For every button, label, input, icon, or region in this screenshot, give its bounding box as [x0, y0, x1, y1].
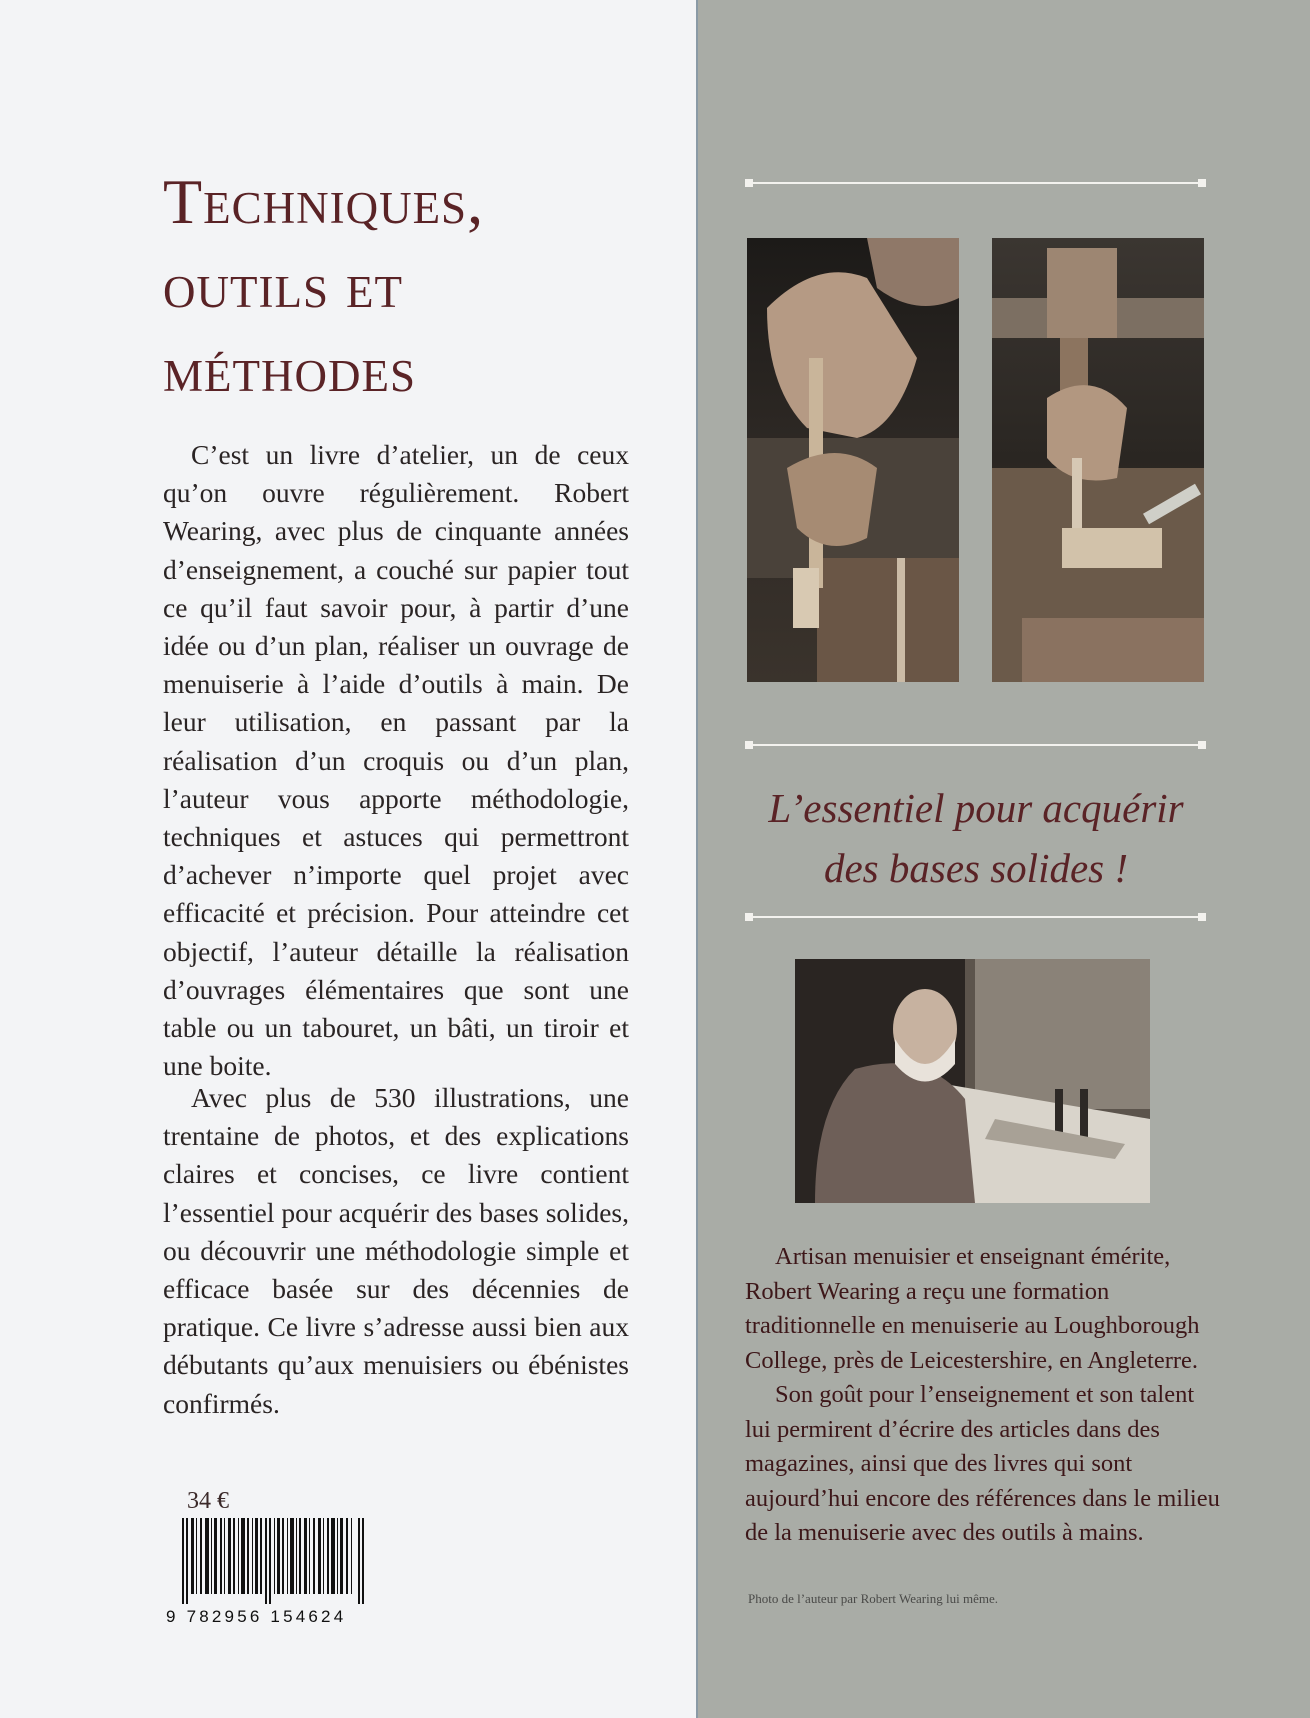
ornament-rule-lower — [747, 911, 1204, 923]
tagline-line-1: L’essentiel pour acquérir — [768, 785, 1184, 831]
price-label: 34 € — [187, 1488, 229, 1514]
description-paragraph-1: C’est un livre d’atelier, un de ceux qu’on ouvre régulièrement. Robert Wearing, avec plus de cinquante années d’enseignement, a couché sur papier tout ce qu’il faut savoir pour, à partir d’une idée ou d’un plan, réaliser un ouvrage de menuiserie à l’aide d’outils à main. De leur utilisation, en passant par la réalisation d’un croquis ou d’un plan, l’auteur vous apporte méthodologie, techniques et astuces qui permettront d’achever n’importe quel projet avec efficacité et précision. Pour atteindre cet objectif, l’auteur détaille la réalisation d’ouvrages élémentaires que sont une table ou un tabouret, un bâti, un tiroir et une boite. — [163, 439, 629, 1082]
tagline — [700, 778, 1252, 898]
book-title — [163, 160, 663, 412]
photo-mallet-work — [992, 238, 1204, 682]
description-paragraph-2: Avec plus de 530 illustrations, une trentaine de photos, et des explications claires et concises, ce livre contient l’essentiel pour acquérir des bases solides, ou découvrir une méthodologie simple et efficace basée sur des décennies de pratique. Ce livre s’adresse aussi bien aux débutants qu’aux menuisiers ou ébénistes confirmés. — [163, 1082, 629, 1419]
title-line-2: outils et — [163, 250, 403, 321]
barcode-image — [182, 1518, 366, 1604]
bio-paragraph-2: Son goût pour l’enseignement et son talent lui permirent d’écrire des articles dans des magazines, ainsi que des livres qui sont aujourd’hui encore des références dans le milieu de la menuiserie avec des outils à mains. — [745, 1381, 1220, 1546]
photo-chisel-work — [747, 238, 959, 682]
title-line-3: méthodes — [163, 334, 416, 405]
title-line-1: Techniques, — [163, 166, 485, 237]
ornament-rule-top — [747, 177, 1204, 189]
photo-author-portrait — [795, 959, 1150, 1203]
author-biography — [745, 1240, 1225, 1551]
ornament-rule-middle — [747, 739, 1204, 751]
isbn-number: 9 782956 154624 — [166, 1607, 347, 1626]
bio-paragraph-1: Artisan menuisier et enseignant émérite, Robert Wearing a reçu une formation traditionnelle en menuiserie au Loughborough College, près de Leicestershire, en Angleterre. — [745, 1243, 1200, 1374]
photo-credit: Photo de l’auteur par Robert Wearing lui même. — [748, 1591, 998, 1606]
tagline-line-2: des bases solides ! — [823, 845, 1129, 891]
